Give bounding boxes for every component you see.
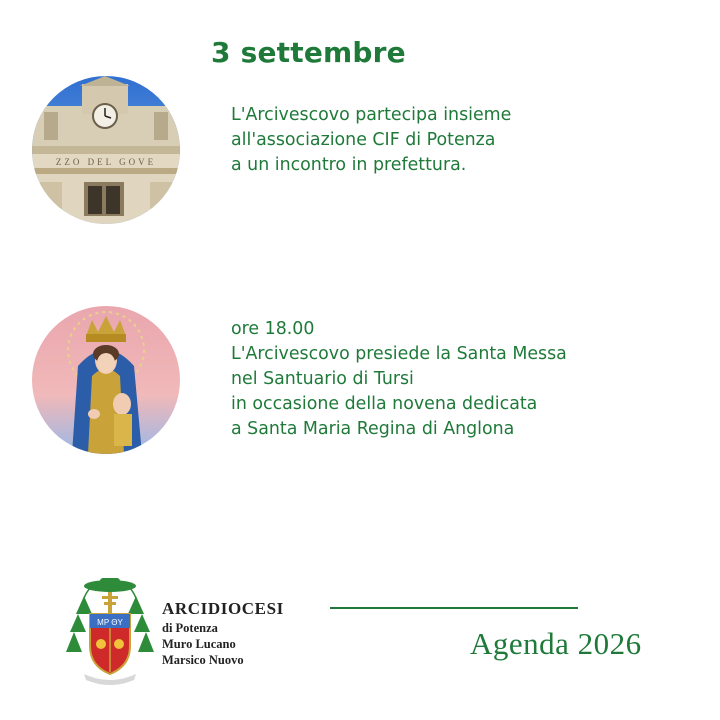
date-heading: 3 settembre (211, 36, 406, 69)
agenda-title: Agenda 2026 (470, 626, 642, 661)
archdiocese-subtitle-line: Muro Lucano (162, 637, 236, 651)
event-description-1 (231, 103, 511, 178)
event-description-2 (231, 317, 567, 442)
archdiocese-title: ARCIDIOCESI (162, 599, 284, 618)
footer-divider (330, 607, 578, 609)
event-1-line: all'associazione CIF di Potenza (231, 130, 496, 150)
event-2-line: ore 18.00 (231, 319, 315, 339)
archdiocese-subtitle-line: di Potenza (162, 621, 218, 635)
madonna-statue-image (32, 306, 180, 454)
archdiocese-subtitle-line: Marsico Nuovo (162, 653, 244, 667)
event-2-line: L'Arcivescovo presiede la Santa Messa (231, 344, 567, 364)
event-2-line: in occasione della novena dedicata (231, 394, 538, 414)
event-1-line: L'Arcivescovo partecipa insieme (231, 105, 512, 125)
prefettura-building-image (32, 76, 180, 224)
event-1-line: a un incontro in prefettura. (231, 155, 467, 175)
svg-text:MP ΘY: MP ΘY (97, 618, 123, 627)
svg-text:ZZO DEL GOVE: ZZO DEL GOVE (55, 157, 157, 167)
archdiocese-name-block (162, 598, 284, 668)
event-2-line: nel Santuario di Tursi (231, 369, 414, 389)
archdiocese-coat-of-arms-icon (64, 574, 156, 686)
event-2-line: a Santa Maria Regina di Anglona (231, 419, 515, 439)
